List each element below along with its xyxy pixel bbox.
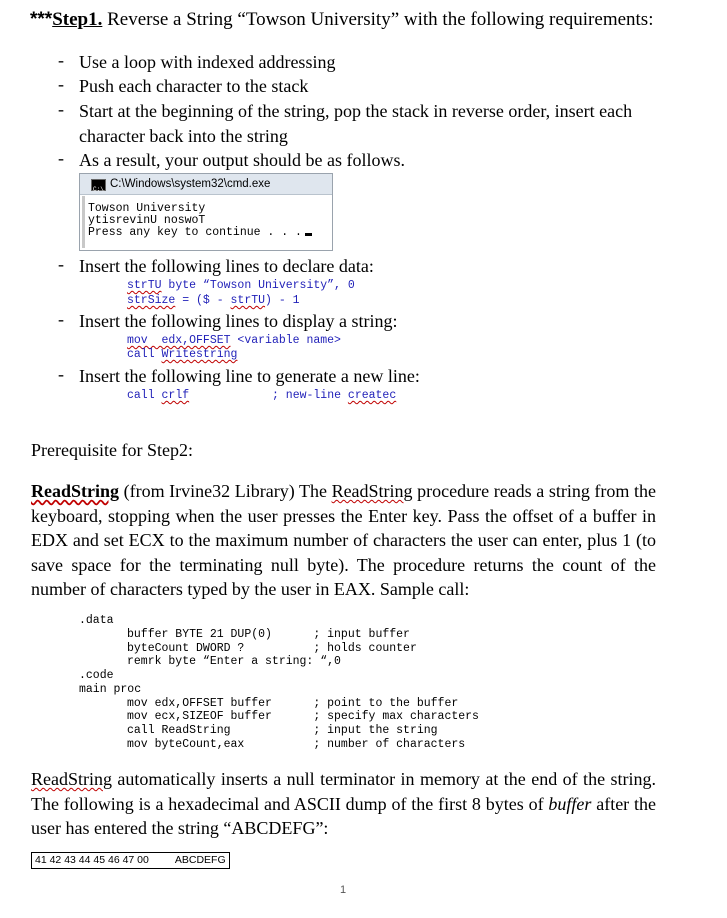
bullet-dash: -	[58, 99, 64, 119]
declare-code-line2	[127, 294, 300, 307]
display-code-line1	[127, 334, 341, 347]
bullet-item: Insert the following line to generate a new line:	[79, 366, 420, 386]
readstring-term: ReadString	[31, 769, 112, 789]
console-body	[82, 196, 330, 248]
bullet-dash: -	[58, 74, 64, 94]
code-line: byteCount DWORD ? ; holds counter	[127, 642, 417, 655]
console-line: ytisrevinU noswoT	[88, 214, 206, 227]
paragraph-text: after the user has entered the string “ABCDEFG”:	[31, 793, 656, 838]
console-icon	[91, 179, 106, 191]
console-line-with-cursor	[85, 227, 330, 239]
console-titlebar	[80, 174, 332, 195]
bullet-dash: -	[58, 254, 64, 274]
newline-code-call	[127, 389, 189, 402]
declare-code-line1	[127, 279, 355, 292]
code-line: mov ecx,SIZEOF buffer ; specify max characters	[127, 710, 479, 723]
code-identifier: strTU	[127, 279, 162, 292]
code-identifier: Writestring	[161, 348, 238, 361]
code-line: remrk byte “Enter a string: “,0	[127, 655, 341, 668]
code-text: <variable name>	[230, 334, 341, 347]
null-terminator-paragraph	[31, 767, 656, 841]
bullet-dash: -	[58, 148, 64, 168]
bullet-item: As a result, your output should be as follows.	[79, 150, 405, 170]
console-cursor	[305, 233, 312, 236]
code-code-directive: .code	[79, 669, 114, 682]
code-main-proc: main proc	[79, 683, 142, 696]
buffer-term: buffer	[548, 793, 592, 814]
bullet-item: Use a loop with indexed addressing	[79, 52, 336, 72]
code-identifier: strSize	[127, 294, 176, 307]
code-identifier: strTU	[230, 294, 266, 307]
paragraph-text: procedure reads a string from the keyboard, stopping when the user presses the Enter key. Pass the offset of a buffer in EDX and set ECX to the maximum number of characters the user can enter, plus 1 (to save space for the terminating null byte). The procedure returns the count of the number of characters typed by the user in EAX. Sample call:	[31, 481, 657, 599]
bullet-item: Insert the following lines to display a string:	[79, 311, 398, 331]
code-line: call ReadString ; input the string	[127, 724, 438, 737]
code-line: buffer BYTE 21 DUP(0) ; input buffer	[127, 628, 410, 641]
console-prompt: Press any key to continue . . .	[88, 226, 302, 239]
code-comment: ; new-line	[272, 389, 348, 402]
console-line: Towson University	[88, 202, 206, 215]
bullet-dash: -	[58, 364, 64, 384]
hex-ascii: ABCDEFG	[174, 854, 226, 866]
heading-step-label: Step1.	[52, 9, 103, 30]
readstring-term: ReadString	[331, 481, 413, 501]
bullet-dash: -	[58, 309, 64, 329]
readstring-paragraph	[31, 479, 656, 602]
code-line: mov edx,OFFSET buffer ; point to the buffer	[127, 697, 459, 710]
bullet-dash: -	[58, 50, 64, 70]
page-number: 1	[340, 884, 347, 896]
hex-dump-box	[31, 852, 230, 869]
bullet-item: Start at the beginning of the string, pop the stack in reverse order, insert each character back into the string	[79, 101, 633, 146]
newline-code-comment	[272, 389, 396, 402]
step1-heading	[30, 9, 710, 31]
code-text: call	[127, 348, 162, 361]
code-identifier: crlf	[161, 389, 190, 402]
code-data-directive: .data	[79, 614, 114, 627]
bullet-item: Push each character to the stack	[79, 76, 309, 96]
code-text: call	[127, 389, 162, 402]
bullet-item: Insert the following lines to declare data:	[79, 256, 374, 276]
paragraph-text: automatically inserts a null terminator in memory at the end of the string. The following is a hexadecimal and ASCII dump of the first 8 bytes of	[31, 769, 656, 814]
readstring-term: ReadString	[31, 481, 120, 501]
code-instruction: mov edx,OFFSET	[127, 334, 231, 347]
code-text: byte “Towson University”, 0	[161, 279, 355, 292]
hex-bytes: 41 42 43 44 45 46 47 00	[35, 854, 149, 866]
code-text: = ($ -	[175, 294, 231, 307]
heading-text: Reverse a String “Towson University” with the following requirements:	[102, 9, 654, 30]
heading-stars: ***	[30, 9, 53, 30]
code-comment-word: createc	[347, 389, 397, 402]
prerequisite-heading: Prerequisite for Step2:	[31, 440, 193, 460]
paragraph-text: (from Irvine32 Library) The	[119, 481, 332, 501]
display-code-line2	[127, 348, 237, 361]
code-line: mov byteCount,eax ; number of characters	[127, 738, 466, 751]
console-title: C:\Windows\system32\cmd.exe	[110, 178, 271, 190]
code-text: ) - 1	[265, 294, 300, 307]
